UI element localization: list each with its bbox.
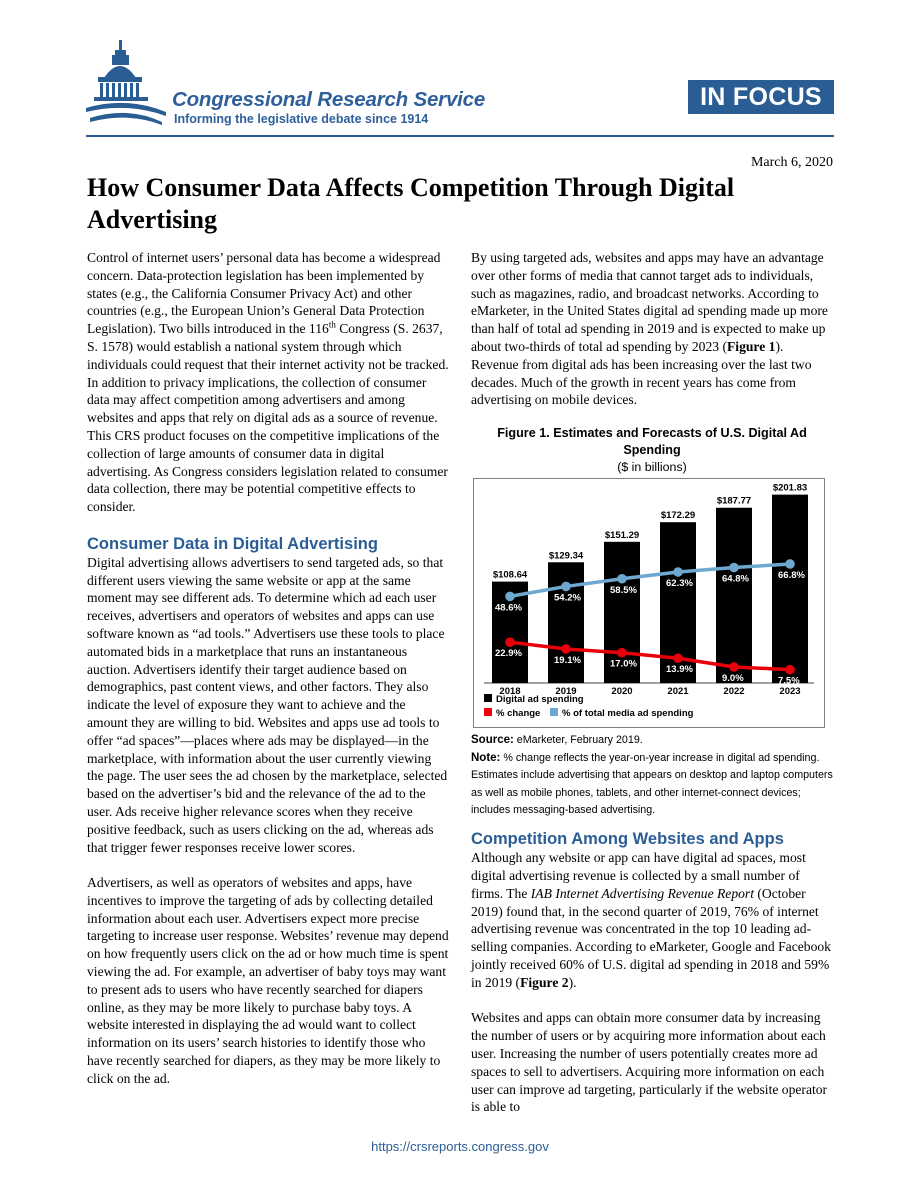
share-of-total-value-label: 64.8% [722,573,749,585]
bar-value-label: $187.77 [716,495,752,507]
percent-change-value-label: 22.9% [495,648,522,660]
percent-change-value-label: 13.9% [666,664,693,676]
share-of-total-value-label: 62.3% [666,578,693,590]
percent-change-value-label: 9.0% [722,673,744,685]
in-focus-badge: IN FOCUS [688,80,834,114]
share-of-total-point [729,563,739,573]
figure-source: Source: eMarketer, February 2019. [471,734,643,747]
legend-swatch-bars [484,694,492,702]
footer-url-link[interactable]: https://crsreports.congress.gov [371,1139,549,1154]
x-tick-label: 2021 [667,686,689,698]
legend-swatch-change [484,708,492,716]
bar-value-label: $108.64 [492,569,528,581]
paragraph: By using targeted ads, websites and apps may have an advantage over other forms of media that cannot target ads to individuals, such as magazines, radio, and broadcast networks. According to eMarketer, in the United States digital ad spending made up more than half of total ad spending in 2019 and is expected to make up about two-thirds of total ad spending by 2023 (Figure 1). Revenue from digital ads has been increasing over the last two decades. Much of the growth in recent years has come from advertising on mobile devices. [471,250,828,408]
x-tick-label: 2018 [499,686,521,698]
share-of-total-point [785,559,795,569]
percent-change-point [561,644,571,654]
bar-2022 [716,508,752,683]
x-tick-label: 2022 [723,686,745,698]
section-heading-competition: Competition Among Websites and Apps [471,830,784,849]
percent-change-value-label: 17.0% [610,658,637,670]
header-rule [86,135,834,137]
bar-value-label: $172.29 [660,510,696,522]
figure-1 [471,425,833,819]
figure-caption: Figure 1. Estimates and Forecasts of U.S. Digital Ad Spending [497,426,807,458]
section-heading-consumer-data: Consumer Data in Digital Advertising [87,534,378,553]
legend-swatch-share [550,708,558,716]
share-of-total-value-label: 58.5% [610,584,637,596]
figure-notes [471,732,833,819]
bar-value-label: $201.83 [772,482,808,494]
percent-change-point [673,654,683,664]
percent-change-point [617,648,627,658]
legend-label: % of total media ad spending [562,708,694,720]
share-of-total-value-label: 54.2% [554,592,581,604]
share-of-total-value-label: 66.8% [778,570,805,582]
percent-change-point [729,662,739,672]
paragraph: Although any website or app can have digital ad spaces, most digital advertising revenue is collected by a small number of firms. The IAB Internet Advertising Revenue Report (October 2019) found that, in the second quarter of 2019, 76% of internet advertising revenue was concentrated in the top 10 leading ad-selling companies. According to eMarketer, Google and Facebook jointly received 60% of U.S. digital ad spending in 2018 and 59% in 2019 (Figure 2). [471,850,831,990]
bar-value-label: $129.34 [548,550,584,562]
x-tick-label: 2020 [611,686,633,698]
percent-change-point [505,638,515,648]
intro-paragraph: Control of internet users’ personal data has become a widespread concern. Data-protection legislation has been implemented by states (e.g., the California Consumer Privacy Act) and other countries (e.g., the European Union’s General Data Protection Legislation). Two bills introduced in the 116th Congress (S. 2637, S. 1578) would establish a national system through which individuals could request that their internet activity not be tracked. In addition to privacy implications, the collection of consumer data may affect competition among advertisers and among websites and apps that rely on digital ads as a source of revenue. This CRS product focuses on the competitive implications of the collection of large amounts of consumer data in digital advertising. As Congress considers legislation related to consumer data collection, there may be potential competitive effects to consider. [87,250,449,515]
capitol-dome-icon [86,40,176,130]
paragraph: Digital advertising allows advertisers to send targeted ads, so that different users viewing the same website or app at the same moment may see different ads. To determine which ad each user receives, advertisers and operators of websites and apps can use software known as “ad tools.” Advertisers use these tools to place automated bids in a marketplace that runs an instantaneous auction. Advertisers identify their target audience based on demographics, past content views, and other factors. They also indicate the level of exposure they want to achieve and the amount they are willing to bid. Websites and apps use ad tools to offer “ad spaces”—places where ads may be displayed—in the marketplace, with information about the user currently viewing the page. The user sees the ad chosen by the marketplace, selected based on the advertiser’s bid and the relevance of the ad to the user. Ads receive higher relevance scores when they receive positive feedback, such as users clicking on the ad, whereas ads that trigger fewer responses receive lower scores. [87,554,448,855]
publication-date: March 6, 2020 [750,155,833,170]
right-column [471,249,833,1116]
digital-ad-spending-chart [474,479,824,727]
paragraph: Websites and apps can obtain more consumer data by increasing the number of users or by acquiring more information about each user. Increasing the number of users potentially creates more ad spaces to sell to advertisers. Acquiring more information on each user can improve ad targeting, particularly if the website operator is able to [471,1010,828,1115]
percent-change-point [785,665,795,675]
legend-label: % change [496,708,541,720]
brand-name: Congressional Research Service [172,88,486,111]
bar-2023 [772,495,808,683]
figure-units: ($ in billions) [617,460,687,475]
share-of-total-point [505,592,515,602]
left-column [87,249,449,1088]
page-title: How Consumer Data Affects Competition Through Digital Advertising [87,173,735,234]
figure-note: Note: % change reflects the year-on-year increase in digital ad spending. Estimates include advertising that appears on desktop and laptop computers as well as mobile phones, tablets, and other internet-connect devices; includes messaging-based advertising. [471,751,833,816]
legend-label: Digital ad spending [496,694,584,706]
share-of-total-value-label: 48.6% [495,602,522,614]
x-tick-label: 2023 [779,686,801,698]
chart-container [473,478,825,728]
x-tick-label: 2019 [555,686,577,698]
figure-1-reference: Figure 1 [726,338,776,354]
share-of-total-point [673,567,683,577]
paragraph: Advertisers, as well as operators of websites and apps, have incentives to improve the targeting of ads by collecting detailed information about each user. Advertisers expect more precise targeting to increase user response. Websites’ revenue may depend on how frequently users click on the ad or how much time is spent viewing the ad. For example, an advertiser of baby toys may want to present ads to users who have recently searched for diapers online, as they may be more likely to purchase baby toys. A website interested in displaying the ad would want to collect information on its users’ search histories to identify those who have recently searched for diapers, as they may be more likely to click on the ad. [87,875,449,1086]
figure-2-reference: Figure 2 [520,974,569,990]
share-of-total-point [617,574,627,584]
percent-change-value-label: 19.1% [554,655,581,667]
bar-value-label: $151.29 [604,529,640,541]
percent-change-value-label: 7.5% [778,675,800,687]
brand-tagline: Informing the legislative debate since 1914 [174,112,429,126]
share-of-total-point [561,582,571,592]
